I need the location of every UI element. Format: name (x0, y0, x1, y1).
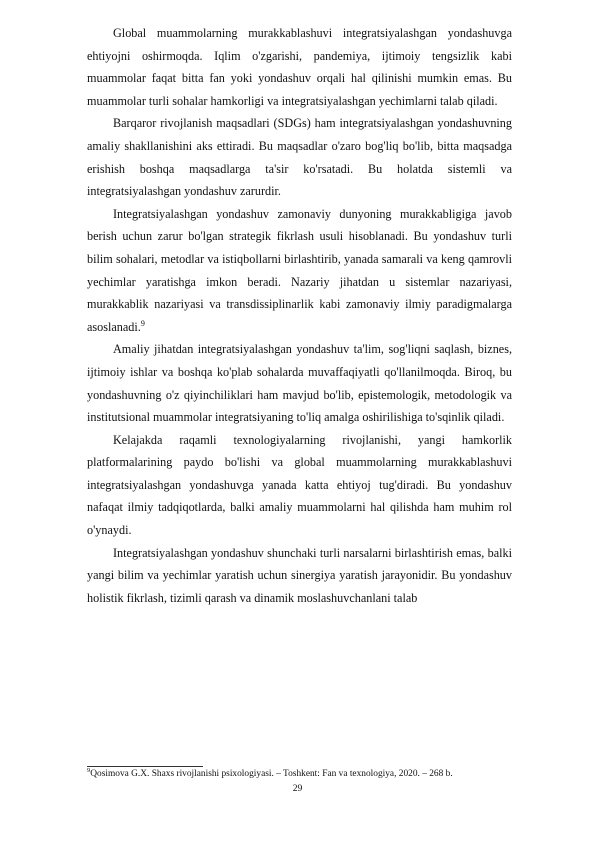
footnote-text: Qosimova G.X. Shaxs rivojlanishi psixologiyasi. – Toshkent: Fan va texnologiya, 2020. – 268 b. (90, 769, 453, 779)
paragraph-3-text: Integratsiyalashgan yondashuv zamonaviy dunyoning murakkabligiga javob berish uchun zarur bo'lgan strategik fikrlash usuli hisoblanadi. Bu yondashuv turli bilim sohalari, metodlar va istiqbollarni birlashtirib, yanada samarali va keng qamrovli yechimlar yaratishga imkon beradi. Nazariy jihatdan u sistemlar nazariyasi, murakkablik nazariyasi va transdissiplinarlik kabi zamonaviy ilmiy paradigmalarga asoslanadi. (87, 206, 512, 334)
page-number: 29 (292, 783, 303, 794)
paragraph-5: Kelajakda raqamli texnologiyalarning rivojlanishi, yangi hamkorlik platformalarining paydo bo'lishi va global muammolarning murakkablashuvi integratsiyalashgan yondashuvga yanada katta ehtiyoj tug'diradi. Bu yondashuv nafaqat ilmiy tadqiqotlarda, balki amaliy muammolarni hal qilishda ham muhim rol o'ynaydi. (87, 432, 512, 538)
footnote-separator (87, 766, 203, 767)
paragraph-6: Integratsiyalashgan yondashuv shunchaki turli narsalarni birlashtirish emas, balki yangi bilim va yechimlar yaratish uchun sinergiya yaratish jarayonidir. Bu yondashuv holistik fikrlash, tizimli qarash va dinamik moslashuvchanlani talab (87, 545, 512, 605)
footnote-marker: 9 (87, 766, 91, 774)
document-body (87, 22, 512, 609)
paragraph-4: Amaliy jihatdan integratsiyalashgan yondashuv ta'lim, sog'liqni saqlash, biznes, ijtimoiy ishlar va boshqa ko'plab sohalarda muvaffaqiyatli qo'llanilmoqda. Biroq, bu yondashuvning o'z qiyinchiliklari ham mavjud bo'lib, epistemologik, metodologik va institutsional muammolar integratsiyaning to'liq amalga oshirilishiga to'sqinlik qiladi. (87, 342, 512, 425)
paragraph-2: Barqaror rivojlanish maqsadlari (SDGs) ham integratsiyalashgan yondashuvning amaliy shakllanishini aks ettiradi. Bu maqsadlar o'zaro bog'liq bo'lib, bitta maqsadga erishish boshqa maqsadlarga ta'sir ko'rsatadi. Bu holatda sistemli va integratsiyalashgan yondashuv zarurdir. (87, 116, 512, 199)
paragraph-1: Global muammolarning murakkablashuvi integratsiyalashgan yondashuvga ehtiyojni oshirmoqda. Iqlim o'zgarishi, pandemiya, ijtimoiy tengsizlik kabi muammolar faqat bitta fan yoki yondashuv orqali hal qilinishi mumkin emas. Bu muammolar turli sohalar hamkorligi va integratsiyalashgan yechimlarni talab qiladi. (87, 26, 512, 108)
footnote-reference[interactable]: 9 (140, 318, 145, 328)
paragraph-3 (87, 203, 512, 339)
footnote (87, 768, 512, 780)
